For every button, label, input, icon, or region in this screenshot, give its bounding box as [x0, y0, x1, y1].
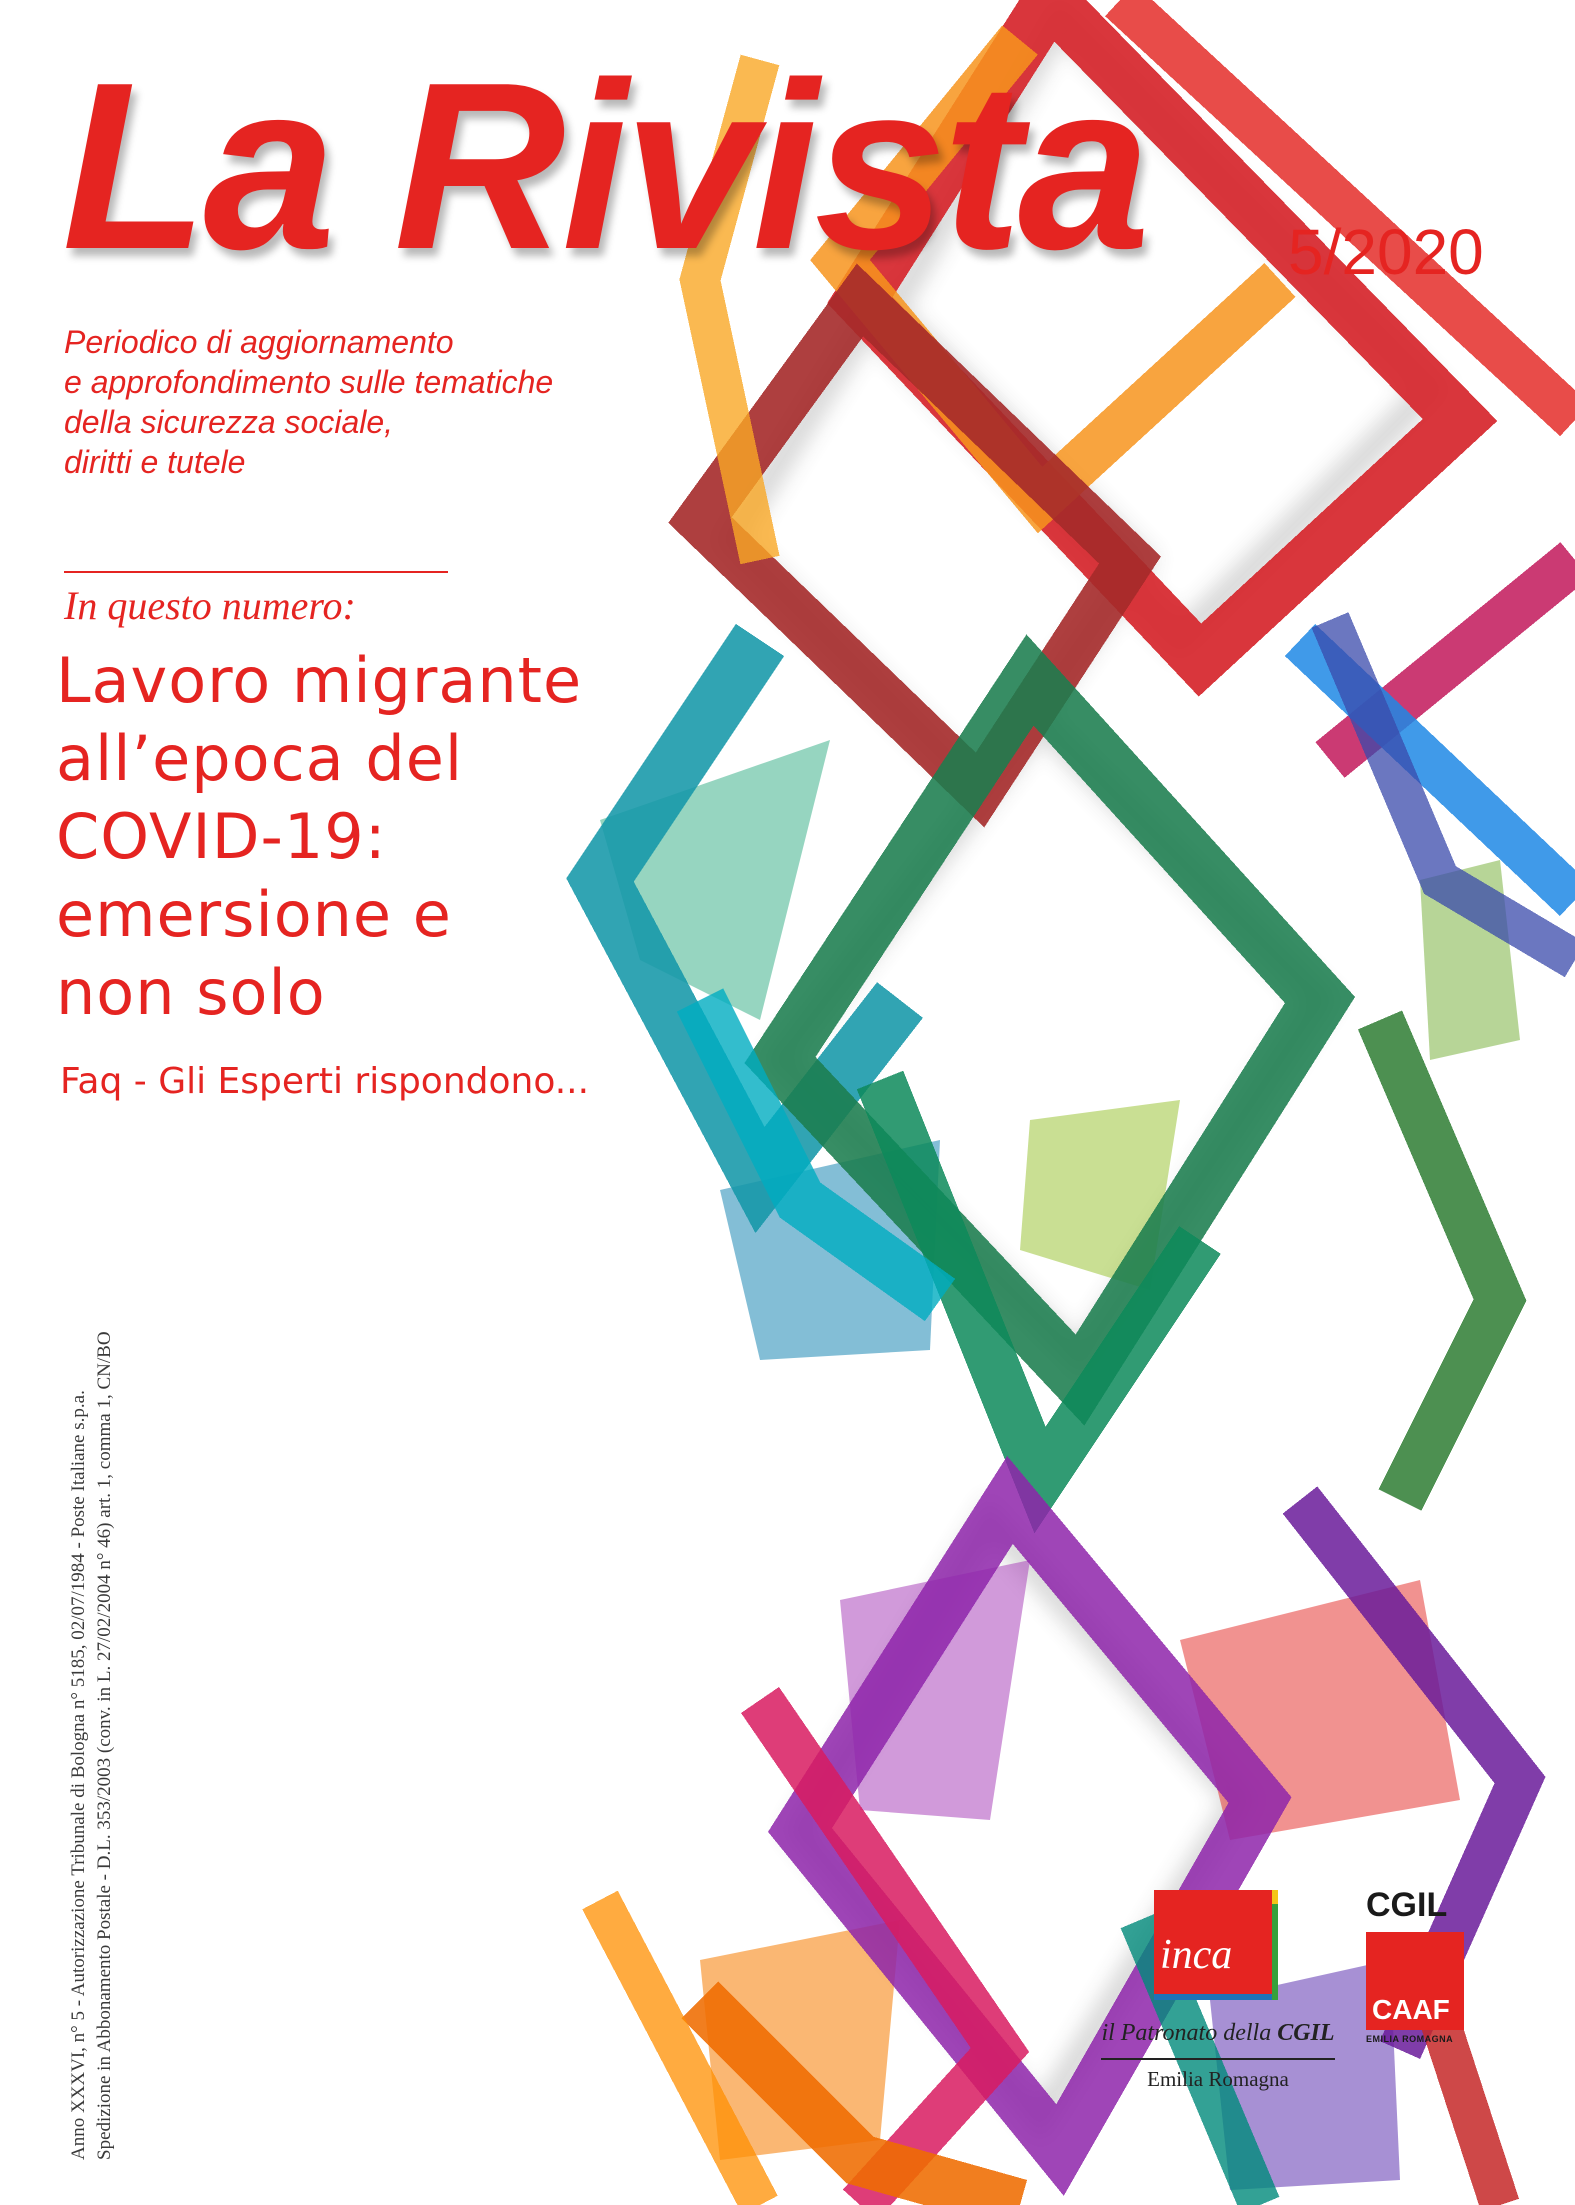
masthead-title: La Rivista: [62, 34, 1147, 299]
cover-headline: [56, 642, 582, 1032]
inca-tagline-org: CGIL: [1277, 2020, 1335, 2046]
subtitle-line: e approfondimento sulle tematiche: [64, 364, 554, 400]
legal-imprint: [66, 1174, 142, 2160]
in-this-issue-label: In questo numero:: [64, 583, 356, 628]
legal-line: Anno XXXVI, n° 5 - Autorizzazione Tribunale di Bologna n° 5185, 02/07/1984 - Poste Italiane s.p.a.: [68, 1390, 89, 2160]
caaf-region: EMILIA ROMAGNA: [1366, 2034, 1454, 2044]
section-divider: [64, 571, 448, 573]
subtitle-line: della sicurezza sociale,: [64, 404, 394, 440]
headline-line: emersione e: [56, 878, 452, 951]
headline-line: all’epoca del: [56, 722, 464, 795]
inca-region: Emilia Romagna: [1147, 2067, 1289, 2092]
headline-line: non solo: [56, 956, 326, 1029]
caaf-logo-word: CAAF: [1372, 1994, 1450, 2025]
inca-logo-block: [1096, 1890, 1340, 2091]
inca-logo-word: inca: [1160, 1932, 1233, 1978]
subtitle-line: diritti e tutele: [64, 444, 246, 480]
cgil-caaf-logo-block: [1366, 1888, 1476, 2044]
subtitle-line: Periodico di aggiornamento: [64, 324, 454, 360]
inca-tagline: [1096, 2020, 1340, 2046]
inca-logo: [1154, 1890, 1282, 2002]
subtitle: [64, 322, 553, 482]
inca-divider: [1101, 2058, 1335, 2060]
faq-line: Faq - Gli Esperti rispondono...: [60, 1061, 590, 1102]
legal-line: Spedizione in Abbonamento Postale - D.L. 353/2003 (conv. in L. 27/02/2004 n° 46) art. 1, comma 1, CN/BO: [94, 1331, 115, 2160]
caaf-logo: [1366, 1932, 1464, 2030]
headline-line: Lavoro migrante: [56, 644, 583, 717]
cgil-logo-word: CGIL: [1366, 1886, 1448, 1924]
headline-line: COVID-19:: [56, 800, 387, 873]
inca-tagline-prefix: il Patronato della: [1101, 2020, 1272, 2046]
issue-number: 5/2020: [1288, 216, 1484, 288]
